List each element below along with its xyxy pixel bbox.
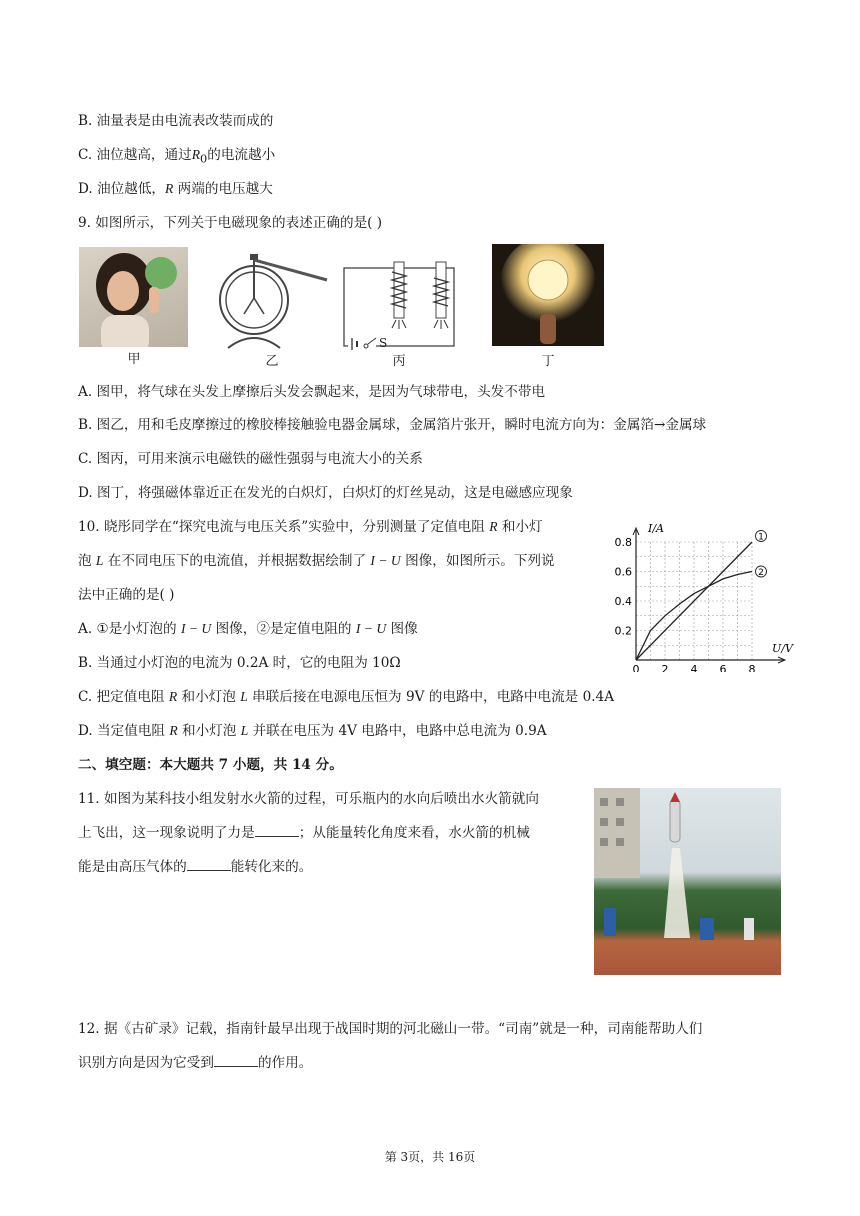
answer-blank[interactable]	[214, 1054, 258, 1067]
y-tick-label: 0.2	[614, 624, 632, 638]
q9-option-d: D. 图丁，将强磁体靠近正在发光的白炽灯，白炽灯的灯丝晃动，这是电磁感应现象	[78, 485, 573, 501]
caption-ding: 丁	[541, 354, 555, 369]
iu-chart	[614, 520, 796, 672]
photo-balloon-girl	[79, 247, 188, 347]
q11-line1: 11. 如图为某科技小组发射水火箭的过程，可乐瓶内的水向后喷出水火箭就向	[78, 791, 539, 807]
y-axis-label: I/A	[648, 522, 664, 535]
x-tick-label: 6	[719, 663, 727, 672]
q9-stem: 9. 如图所示，下列关于电磁现象的表述正确的是( )	[78, 215, 383, 231]
y-tick-label: 0.4	[614, 595, 632, 608]
q8-option-b: B. 油量表是由电流表改装而成的	[78, 113, 274, 129]
section-title: 二、填空题：本大题共 7 小题，共 14 分。	[78, 757, 343, 773]
caption-bing: 丙	[392, 354, 406, 369]
q10-stem-line1: 10. 晓彤同学在“探究电流与电压关系”实验中，分别测量了定值电阻 R 和小灯	[78, 519, 543, 535]
q9-option-c: C. 图丙，可用来演示电磁铁的磁性强弱与电流大小的关系	[78, 451, 423, 467]
electromagnet-circuit	[342, 258, 457, 350]
q10-option-a: A. ①是小灯泡的 I − U 图像，②是定值电阻的 I − U 图像	[78, 621, 418, 637]
q11-line2: 上飞出，这一现象说明了力是 ；从能量转化角度来看，水火箭的机械	[78, 825, 530, 841]
x-tick-label: 4	[690, 663, 698, 672]
q8-option-c: C. 油位越高，通过$R_0$的电流越小	[78, 147, 276, 166]
answer-blank[interactable]	[255, 824, 299, 837]
q12-line2: 识别方向是因为它受到 的作用。	[78, 1055, 313, 1071]
q9-option-b: B. 图乙，用和毛皮摩擦过的橡胶棒接触验电器金属球，金属箔片张开，瞬时电流方向为：金属箔→金属球	[78, 417, 707, 433]
x-axis-label: U/V	[772, 642, 793, 655]
q10-option-d: D. 当定值电阻 R 和小灯泡 L 并联在电压为 4V 电路中，电路中总电流为 0.9A	[78, 723, 547, 739]
q12-line1: 12. 据《古矿录》记载，指南针最早出现于战国时期的河北磁山一带。“司南”就是一种，司南能帮助人们	[78, 1021, 703, 1037]
electroscope-diagram	[212, 252, 330, 350]
switch-label: S	[379, 336, 388, 350]
q8-option-d: D. 油位越低，R 两端的电压越大	[78, 181, 273, 197]
caption-jia: 甲	[127, 352, 141, 367]
photo-glowing-bulb	[492, 244, 604, 346]
x-tick-label: 0	[632, 663, 640, 672]
q9-option-a: A. 图甲，将气球在头发上摩擦后头发会飘起来，是因为气球带电，头发不带电	[78, 384, 546, 400]
q10-option-c: C. 把定值电阻 R 和小灯泡 L 串联后接在电源电压恒为 9V 的电路中，电路中电流是 0.4A	[78, 689, 615, 705]
series-label: 1	[758, 532, 764, 543]
series-label: 2	[758, 568, 764, 578]
q11-line3: 能是由高压气体的 能转化来的。	[78, 859, 313, 875]
x-tick-label: 8	[748, 663, 756, 672]
answer-blank[interactable]	[187, 858, 231, 871]
q10-stem-line2: 泡 L 在不同电压下的电流值，并根据数据绘制了 I − U 图像，如图所示。下列说	[78, 553, 555, 569]
photo-water-rocket	[594, 788, 781, 975]
q10-stem-line3: 法中正确的是( )	[78, 587, 175, 603]
q10-option-b: B. 当通过小灯泡的电流为 0.2A 时，它的电阻为 10Ω	[78, 655, 401, 671]
y-tick-label: 0.8	[614, 536, 632, 549]
caption-yi: 乙	[265, 354, 279, 369]
page-footer: 第 3页，共 16页	[384, 1150, 476, 1164]
y-tick-label: 0.6	[614, 565, 632, 579]
x-tick-label: 2	[661, 663, 669, 672]
